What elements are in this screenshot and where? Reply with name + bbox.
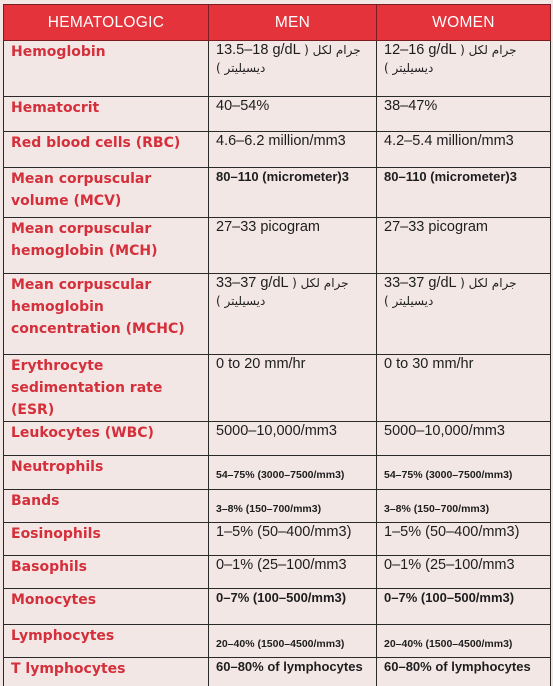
men-value-cell bbox=[209, 523, 377, 556]
women-value-cell bbox=[377, 355, 551, 422]
table-row bbox=[4, 456, 551, 490]
table-row bbox=[4, 523, 551, 556]
men-value-cell bbox=[209, 218, 377, 274]
parameter-label: Bands bbox=[4, 490, 209, 523]
men-value: 27–33 picogram bbox=[216, 219, 320, 235]
women-value: 12–16 g/dL bbox=[384, 42, 457, 58]
men-value: 1–5% (50–400/mm3) bbox=[216, 524, 352, 540]
men-value: 3–8% (150–700/mm3) bbox=[216, 503, 322, 515]
table-row bbox=[4, 658, 551, 686]
women-value-cell bbox=[377, 41, 551, 97]
men-value-cell bbox=[209, 658, 377, 686]
hematologic-reference-table bbox=[3, 4, 551, 686]
parameter-label: Mean corpuscular volume (MCV) bbox=[4, 168, 209, 218]
women-value: 5000–10,000/mm3 bbox=[384, 423, 505, 439]
table-row bbox=[4, 132, 551, 168]
men-value: 54–75% (3000–7500/mm3) bbox=[216, 469, 345, 481]
men-value-cell bbox=[209, 168, 377, 218]
women-value: 0 to 30 mm/hr bbox=[384, 356, 474, 372]
men-value-cell bbox=[209, 355, 377, 422]
men-value-cell bbox=[209, 274, 377, 355]
men-value-cell bbox=[209, 422, 377, 456]
table-row bbox=[4, 490, 551, 523]
parameter-label: Mean corpuscular hemoglobin (MCH) bbox=[4, 218, 209, 274]
parameter-label: Lymphocytes bbox=[4, 625, 209, 658]
parameter-label: Basophils bbox=[4, 556, 209, 589]
table-body bbox=[4, 41, 551, 686]
men-value: 40–54% bbox=[216, 98, 270, 114]
men-value: 5000–10,000/mm3 bbox=[216, 423, 337, 439]
men-value: 80–110 (micrometer)3 bbox=[216, 169, 349, 184]
table-row bbox=[4, 589, 551, 625]
table-header bbox=[4, 5, 551, 41]
women-value-cell bbox=[377, 132, 551, 168]
men-value: 4.6–6.2 million/mm3 bbox=[216, 133, 346, 149]
men-unit-arabic: جرام لكل ( دیسیلیتر ) bbox=[216, 43, 361, 75]
women-value: 4.2–5.4 million/mm3 bbox=[384, 133, 514, 149]
women-value-cell bbox=[377, 168, 551, 218]
women-value: 0–1% (25–100/mm3 bbox=[384, 557, 515, 573]
header-row bbox=[4, 5, 551, 41]
table-row bbox=[4, 274, 551, 355]
table-row bbox=[4, 41, 551, 97]
parameter-label: Erythrocyte sedimentation rate (ESR) bbox=[4, 355, 209, 422]
parameter-label: Neutrophils bbox=[4, 456, 209, 490]
women-value: 0–7% (100–500/mm3) bbox=[384, 590, 515, 605]
men-value: 0 to 20 mm/hr bbox=[216, 356, 306, 372]
men-value-cell bbox=[209, 589, 377, 625]
women-value-cell bbox=[377, 274, 551, 355]
table-row bbox=[4, 422, 551, 456]
women-unit-arabic: جرام لكل ( دیسیلیتر ) bbox=[384, 276, 517, 308]
parameter-label: Hemoglobin bbox=[4, 41, 209, 97]
men-unit-arabic: جرام لكل ( دیسیلیتر ) bbox=[216, 276, 349, 308]
women-value: 38–47% bbox=[384, 98, 438, 114]
men-value-cell bbox=[209, 132, 377, 168]
header-hematologic: HEMATOLOGIC bbox=[4, 5, 209, 41]
men-value: 20–40% (1500–4500/mm3) bbox=[216, 638, 345, 650]
women-value-cell bbox=[377, 556, 551, 589]
women-value-cell bbox=[377, 218, 551, 274]
women-value: 1–5% (50–400/mm3) bbox=[384, 524, 520, 540]
men-value: 0–1% (25–100/mm3 bbox=[216, 557, 347, 573]
women-value: 60–80% of lymphocytes bbox=[384, 659, 531, 674]
table-row bbox=[4, 168, 551, 218]
women-value: 80–110 (micrometer)3 bbox=[384, 169, 517, 184]
women-value: 20–40% (1500–4500/mm3) bbox=[384, 638, 513, 650]
men-value: 33–37 g/dL bbox=[216, 275, 289, 291]
women-value: 3–8% (150–700/mm3) bbox=[384, 503, 490, 515]
men-value: 60–80% of lymphocytes bbox=[216, 659, 363, 674]
table-row bbox=[4, 97, 551, 132]
parameter-label: Leukocytes (WBC) bbox=[4, 422, 209, 456]
women-value: 54–75% (3000–7500/mm3) bbox=[384, 469, 513, 481]
parameter-label: Monocytes bbox=[4, 589, 209, 625]
women-value-cell bbox=[377, 625, 551, 658]
women-value-cell bbox=[377, 422, 551, 456]
women-value-cell bbox=[377, 523, 551, 556]
parameter-label: Hematocrit bbox=[4, 97, 209, 132]
women-value-cell bbox=[377, 490, 551, 523]
women-value: 27–33 picogram bbox=[384, 219, 488, 235]
table-row bbox=[4, 556, 551, 589]
women-value-cell bbox=[377, 658, 551, 686]
men-value-cell bbox=[209, 625, 377, 658]
table-row bbox=[4, 625, 551, 658]
parameter-label: Red blood cells (RBC) bbox=[4, 132, 209, 168]
men-value-cell bbox=[209, 97, 377, 132]
men-value-cell bbox=[209, 556, 377, 589]
men-value-cell bbox=[209, 41, 377, 97]
men-value: 0–7% (100–500/mm3) bbox=[216, 590, 347, 605]
parameter-label: Eosinophils bbox=[4, 523, 209, 556]
women-unit-arabic: جرام لكل ( دیسیلیتر ) bbox=[384, 43, 517, 75]
table-row bbox=[4, 218, 551, 274]
women-value-cell bbox=[377, 97, 551, 132]
header-men: MEN bbox=[209, 5, 377, 41]
table-row bbox=[4, 355, 551, 422]
parameter-label: T lymphocytes bbox=[4, 658, 209, 686]
women-value-cell bbox=[377, 589, 551, 625]
parameter-label: Mean corpuscular hemoglobin concentration (MCHC) bbox=[4, 274, 209, 355]
women-value: 33–37 g/dL bbox=[384, 275, 457, 291]
women-value-cell bbox=[377, 456, 551, 490]
men-value-cell bbox=[209, 490, 377, 523]
men-value-cell bbox=[209, 456, 377, 490]
men-value: 13.5–18 g/dL bbox=[216, 42, 301, 58]
header-women: WOMEN bbox=[377, 5, 551, 41]
